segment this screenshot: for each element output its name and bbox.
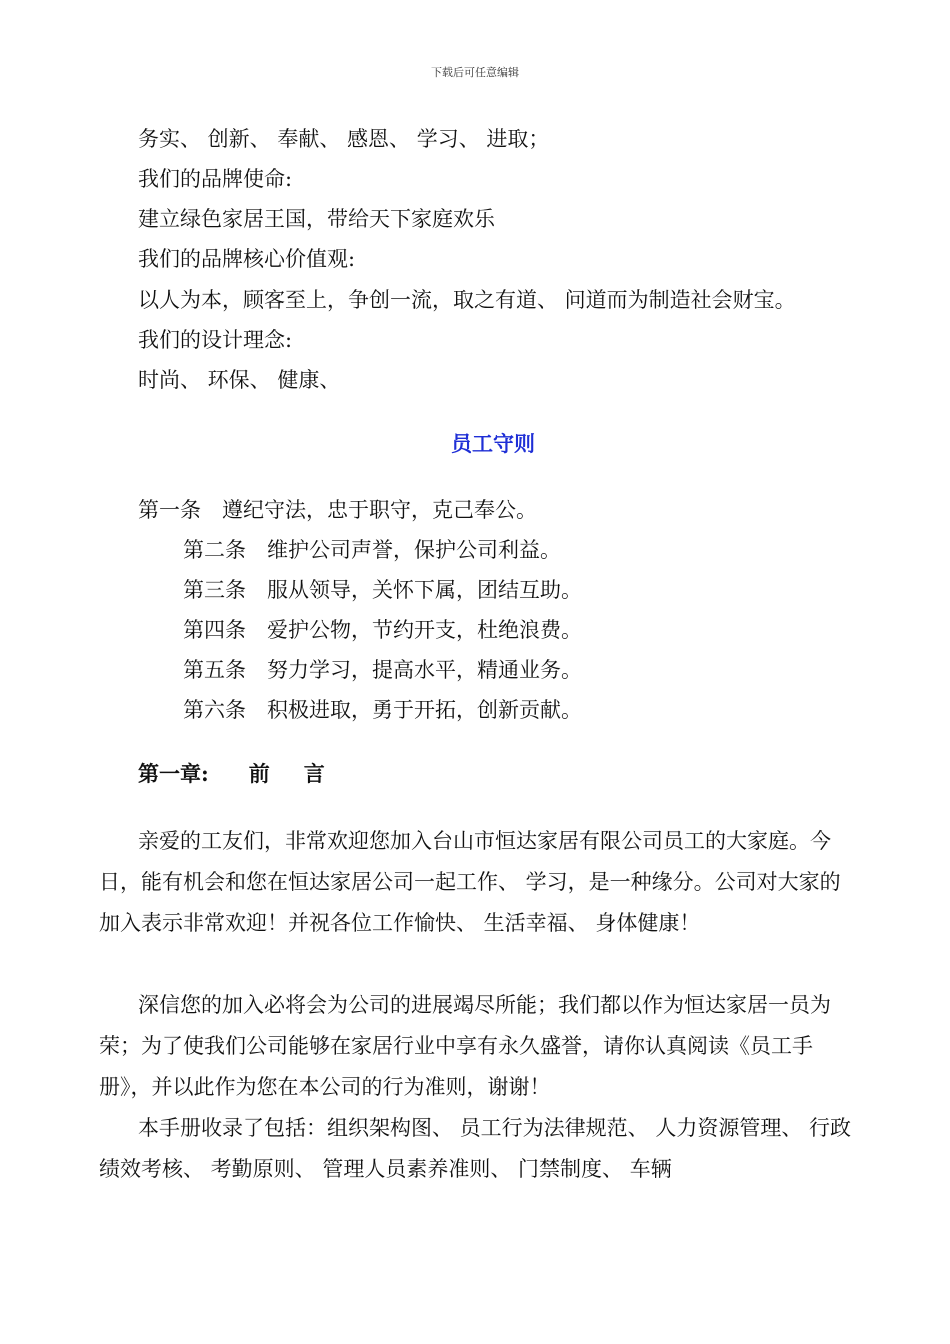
intro-line: 我们的设计理念: xyxy=(138,328,293,352)
rule-item: 第一条 遵纪守法，忠于职守，克己奉公。 xyxy=(138,498,537,522)
preface-paragraph: 深信您的加入必将会为公司的进展竭尽所能；我们都以作为恒达家居一员为荣；为了使我们公司能够在家居行业中享有永久盛誉，请你认真阅读《员工手册》，并以此作为您在本公司的行为准则，谢谢！ xyxy=(99,993,831,1099)
chapter-word-1: 前 xyxy=(248,761,270,786)
intro-line: 建立绿色家居王国，带给天下家庭欢乐 xyxy=(138,207,495,231)
rule-item: 第三条 服从领导，关怀下属，团结互助。 xyxy=(183,578,582,602)
rule-item: 第四条 爱护公物，节约开支，杜绝浪费。 xyxy=(183,618,582,642)
chapter-heading xyxy=(138,760,325,788)
preface-paragraph: 亲爱的工友们，非常欢迎您加入台山市恒达家居有限公司员工的大家庭。今日，能有机会和您在恒达家居公司一起工作、 学习，是一种缘分。公司对大家的加入表示非常欢迎！并祝各位工作愉快、 生活幸福、 身体健康！ xyxy=(99,829,841,935)
intro-line: 我们的品牌使命: xyxy=(138,167,293,191)
rules-title: 员工守则 xyxy=(451,431,535,456)
intro-line: 时尚、 环保、 健康、 xyxy=(138,368,341,392)
intro-line: 以人为本，顾客至上，争创一流，取之有道、 问道而为制造社会财宝。 xyxy=(138,288,796,312)
intro-line: 我们的品牌核心价值观: xyxy=(138,247,356,271)
intro-line: 务实、 创新、 奉献、 感恩、 学习、 进取； xyxy=(138,127,550,151)
rule-item: 第六条 积极进取，勇于开拓，创新贡献。 xyxy=(183,698,582,722)
page-header-note: 下载后可任意编辑 xyxy=(431,66,519,79)
preface-paragraph: 本手册收录了包括：组织架构图、 员工行为法律规范、 人力资源管理、 行政绩效考核、 考勤原则、 管理人员素养准则、 门禁制度、 车辆 xyxy=(99,1116,852,1181)
rule-item: 第五条 努力学习，提高水平，精通业务。 xyxy=(183,658,582,682)
chapter-word-2: 言 xyxy=(303,761,325,786)
rule-item: 第二条 维护公司声誉，保护公司利益。 xyxy=(183,538,561,562)
chapter-label: 第一章: xyxy=(138,761,209,786)
